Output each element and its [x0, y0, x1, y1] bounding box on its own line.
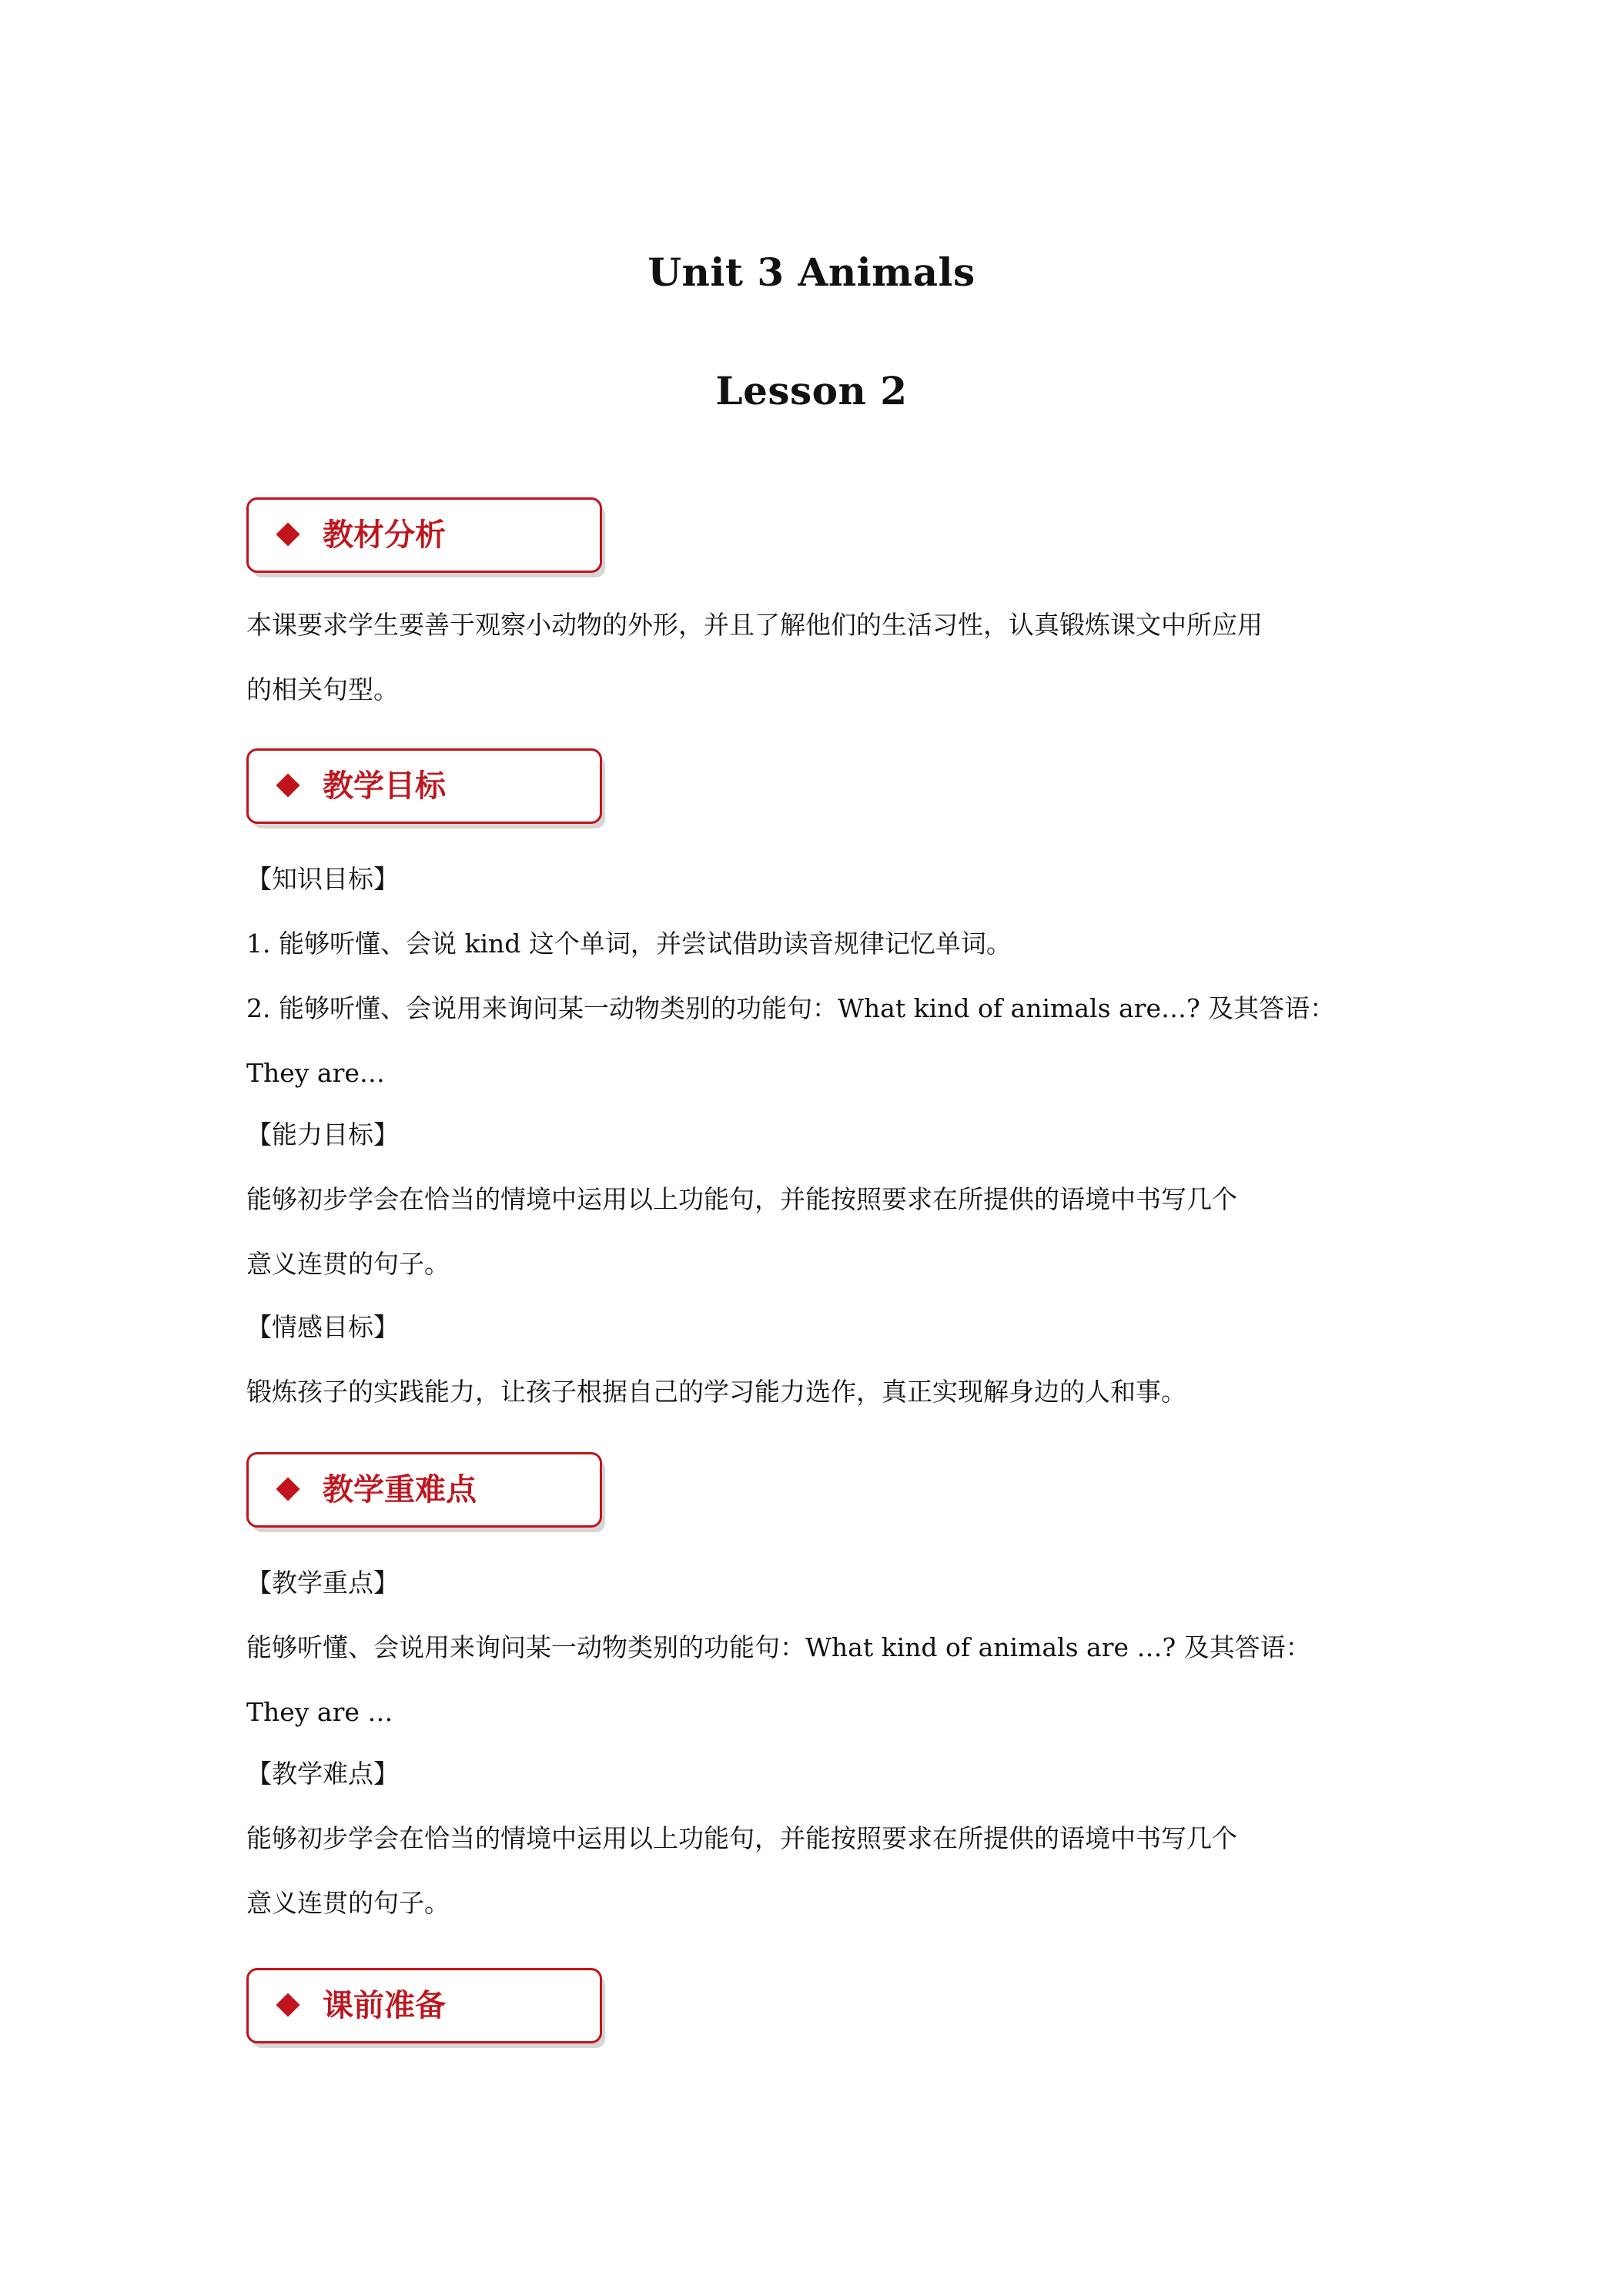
key-points-text-line-2: They are …	[246, 1697, 393, 1727]
lesson-title: Lesson 2	[715, 368, 908, 413]
diamond-bullet-icon	[276, 773, 300, 797]
emotion-text: 锻炼孩子的实践能力，让孩子根据自己的学习能力选作，真正实现解身边的人和事。	[246, 1377, 1186, 1407]
section-frame	[246, 497, 602, 573]
difficult-points-text-line-1: 能够初步学会在恰当的情境中运用以上功能句，并能按照要求在所提供的语境中书写几个	[246, 1823, 1237, 1853]
section-frame	[246, 748, 602, 824]
analysis-text-line-2: 的相关句型。	[246, 674, 399, 705]
diamond-bullet-icon	[276, 1993, 300, 2017]
section-header-key-difficult	[246, 1452, 601, 1526]
section-frame	[246, 1968, 602, 2043]
section-header-objectives	[246, 748, 601, 822]
knowledge-item-1: 1. 能够听懂、会说 kind 这个单词，并尝试借助读音规律记忆单词。	[246, 929, 1012, 959]
knowledge-item-2: 2. 能够听懂、会说用来询问某一动物类别的功能句：What kind of animals are…? 及其答语：	[246, 993, 1336, 1023]
key-points-heading: 【教学重点】	[246, 1568, 399, 1598]
analysis-text-line-1: 本课要求学生要善于观察小动物的外形，并且了解他们的生活习性，认真锻炼课文中所应用	[246, 610, 1263, 640]
document-title: Unit 3 Animals	[648, 249, 975, 295]
section-header-analysis	[246, 497, 601, 571]
difficult-points-text-line-2: 意义连贯的句子。	[246, 1888, 450, 1918]
ability-heading: 【能力目标】	[246, 1120, 399, 1150]
ability-text-line-1: 能够初步学会在恰当的情境中运用以上功能句，并能按照要求在所提供的语境中书写几个	[246, 1184, 1237, 1214]
section-label: 教学目标	[323, 768, 446, 804]
knowledge-item-2-continued: They are…	[246, 1058, 385, 1088]
emotion-heading: 【情感目标】	[246, 1312, 399, 1342]
ability-text-line-2: 意义连贯的句子。	[246, 1249, 450, 1279]
section-label: 教材分析	[323, 517, 446, 553]
section-label: 课前准备	[323, 1988, 446, 2023]
section-frame	[246, 1452, 602, 1528]
knowledge-heading: 【知识目标】	[246, 864, 399, 894]
section-header-preparation	[246, 1968, 601, 2042]
difficult-points-heading: 【教学难点】	[246, 1759, 399, 1789]
key-points-text-line-1: 能够听懂、会说用来询问某一动物类别的功能句：What kind of animals are …? 及其答语：	[246, 1632, 1311, 1662]
section-label: 教学重难点	[323, 1472, 477, 1508]
diamond-bullet-icon	[276, 522, 300, 546]
diamond-bullet-icon	[276, 1477, 300, 1501]
